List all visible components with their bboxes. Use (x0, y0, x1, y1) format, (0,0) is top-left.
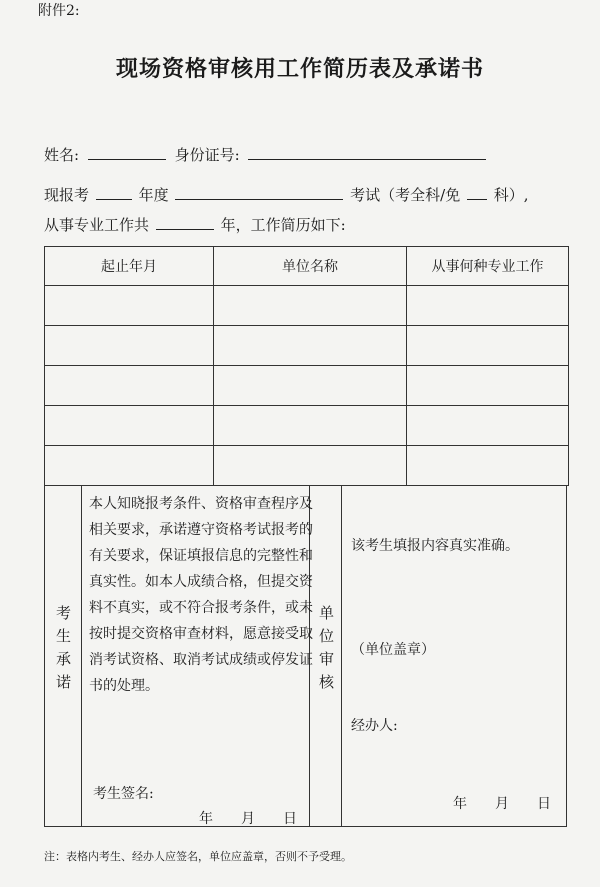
pledge-label: 考生承诺 (54, 605, 72, 697)
name-label: 姓名: (44, 146, 80, 164)
table-row (45, 286, 569, 326)
handler-label: 经办人: (351, 718, 398, 734)
period-cell[interactable] (45, 286, 214, 326)
unit-statement: 该考生填报内容真实准确。 (351, 538, 519, 554)
col-work-type: 从事何种专业工作 (407, 247, 569, 286)
employer-cell[interactable] (214, 406, 407, 446)
footnote: 注：表格内考生、经办人应签名，单位应盖章，否则不予受理。 (44, 850, 352, 863)
col-period: 起止年月 (45, 247, 214, 286)
work-suffix: 年，工作简历如下: (220, 216, 346, 234)
employer-cell[interactable] (214, 446, 407, 486)
exam-year-field[interactable] (96, 185, 132, 200)
exam-name-field[interactable] (175, 185, 343, 200)
year-label: 年度 (138, 186, 169, 204)
work-type-cell[interactable] (407, 366, 569, 406)
signature-label: 考生签名: (93, 786, 154, 802)
col-employer: 单位名称 (214, 247, 407, 286)
work-type-cell[interactable] (407, 326, 569, 366)
pledge-label-cell (45, 485, 82, 826)
work-prefix: 从事专业工作共 (44, 216, 150, 234)
pledge-date: 年 月 日 (199, 811, 297, 827)
table-row (45, 326, 569, 366)
unit-date: 年 月 日 (453, 796, 551, 812)
unit-seal: （单位盖章） (351, 642, 435, 658)
exam-line (44, 184, 529, 205)
period-cell[interactable] (45, 446, 214, 486)
id-number-field[interactable] (248, 145, 486, 160)
unit-label-cell (309, 485, 342, 826)
page-title: 现场资格审核用工作简历表及承诺书 (115, 56, 484, 82)
work-history-table (44, 246, 569, 486)
name-field[interactable] (88, 145, 166, 160)
subject-suffix: 科）, (493, 186, 529, 204)
table-row (45, 446, 569, 486)
work-line (44, 214, 346, 235)
annex-label: 附件2: (38, 3, 80, 19)
work-type-cell[interactable] (407, 286, 569, 326)
period-cell[interactable] (45, 366, 214, 406)
exempt-subject-field[interactable] (467, 185, 487, 200)
table-row (45, 406, 569, 446)
work-type-cell[interactable] (407, 446, 569, 486)
period-cell[interactable] (45, 406, 214, 446)
unit-label: 单位审核 (317, 605, 335, 697)
exam-label: 考试（考全科/免 (350, 186, 461, 204)
employer-cell[interactable] (214, 326, 407, 366)
pledge-text: 本人知晓报考条件、资格审查程序及相关要求，承诺遵守资格考试报考的有关要求，保证填报信息的完整性和真实性。如本人成绩合格，但提交资料不真实，或不符合报考条件，或未按时提交资格审查材料，愿意接受取消考试资格、取消考试成绩或停发证书的处理。 (89, 496, 313, 694)
exam-prefix: 现报考 (44, 186, 90, 204)
employer-cell[interactable] (214, 366, 407, 406)
period-cell[interactable] (45, 326, 214, 366)
pledge-review-section (44, 485, 567, 827)
name-id-line (44, 144, 486, 165)
work-type-cell[interactable] (407, 406, 569, 446)
work-years-field[interactable] (156, 215, 214, 230)
id-label: 身份证号: (174, 146, 240, 164)
employer-cell[interactable] (214, 286, 407, 326)
table-row (45, 366, 569, 406)
table-header-row (45, 247, 569, 286)
